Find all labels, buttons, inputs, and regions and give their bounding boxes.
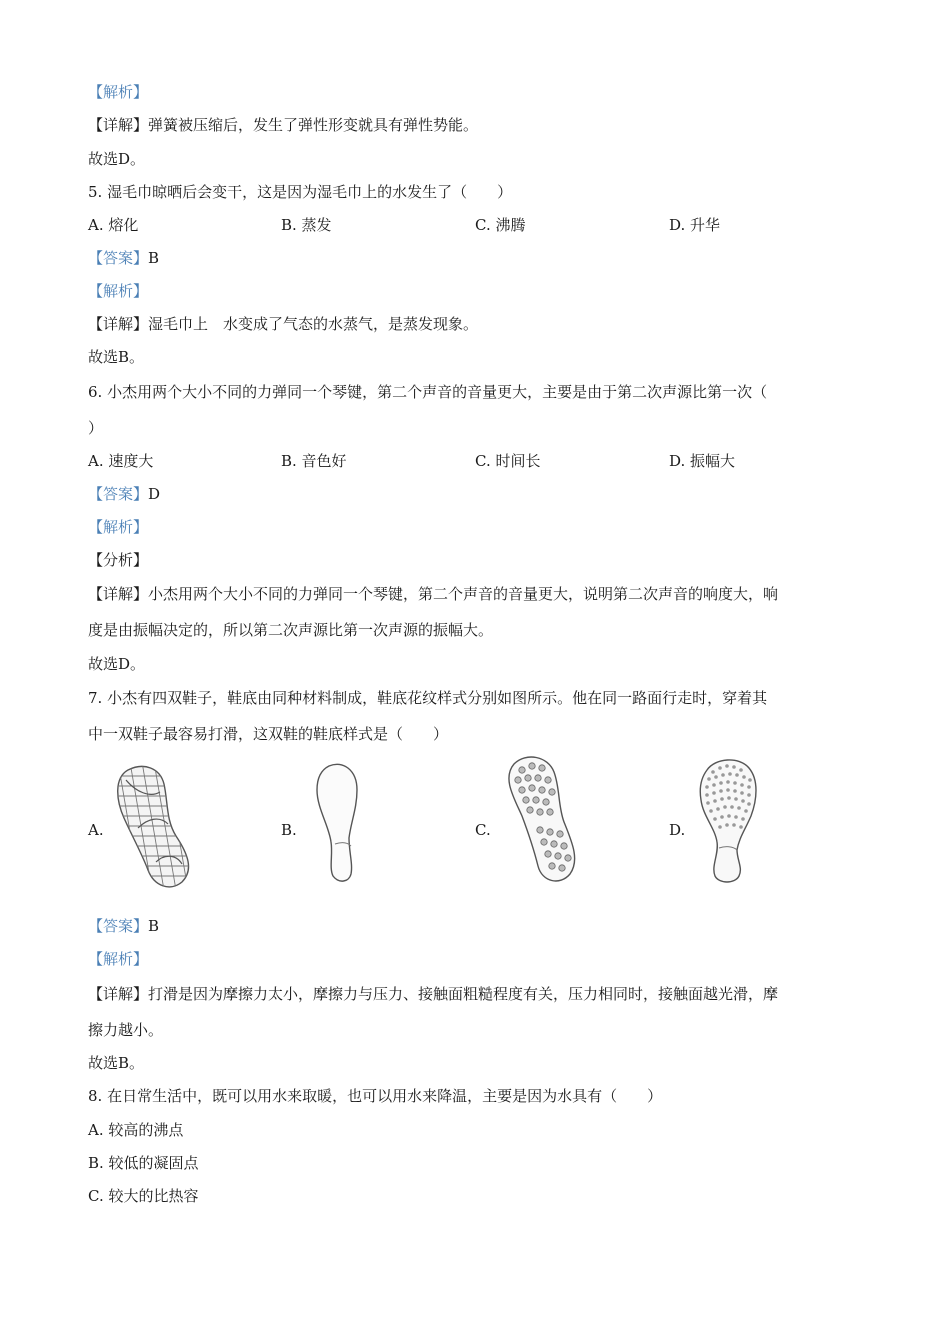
q7-answer: [88, 916, 159, 936]
q7-option-c-label: C.: [475, 821, 491, 839]
q8-option-b: B. 较低的凝固点: [88, 1154, 199, 1172]
q7-option-b-label: B.: [281, 821, 297, 839]
q6-stem-line2: ）: [88, 419, 104, 437]
q6-option-c: C. 时间长: [475, 452, 541, 470]
q7-detail-line2: 擦力越小。: [88, 1021, 164, 1039]
q6-detail-tag: 【详解】: [88, 585, 149, 603]
q8-option-a: A. 较高的沸点: [88, 1121, 184, 1139]
q5-detail-tag: 【详解】: [88, 315, 149, 333]
q4-detail-tag: 【详解】: [88, 116, 149, 134]
q7-answer-value: B: [148, 917, 160, 935]
shoe-sole-small-dots-icon: [695, 756, 785, 886]
q7-analysis-tag: 【解析】: [88, 950, 149, 968]
q6-detail-text-1: 小杰用两个大小不同的力弹同一个琴键，第二个声音的音量更大，说明第二次声音的响度大，响: [148, 585, 779, 603]
q5-answer: [88, 248, 159, 268]
q6-analysis-tag: 【解析】: [88, 518, 149, 536]
shoe-sole-large-dots-icon: [500, 752, 590, 886]
q7-stem-line2: 中一双鞋子最容易打滑，这双鞋的鞋底样式是（ ）: [88, 725, 449, 743]
q6-detail-line1: [88, 584, 778, 604]
q6-answer-tag: 【答案】: [88, 485, 149, 503]
q6-stem-line1: 6. 小杰用两个大小不同的力弹同一个琴键，第二个声音的音量更大，主要是由于第二次声源比第一次（: [88, 383, 768, 401]
q4-detail: [88, 115, 478, 135]
q7-answer-tag: 【答案】: [88, 917, 149, 935]
shoe-sole-grid-pattern-icon: [110, 762, 200, 890]
q6-conclusion: 故选D。: [88, 655, 146, 673]
q5-answer-value: B: [148, 249, 160, 267]
q4-analysis-tag: 【解析】: [88, 83, 149, 101]
q5-option-b: B. 蒸发: [281, 216, 332, 234]
q4-detail-text: 弹簧被压缩后，发生了弹性形变就具有弹性势能。: [148, 116, 479, 134]
q6-analysis2-tag: 【分析】: [88, 551, 149, 569]
q5-stem: 5. 湿毛巾晾晒后会变干，这是因为湿毛巾上的水发生了（ ）: [88, 183, 513, 201]
q6-option-a: A. 速度大: [88, 452, 154, 470]
shoe-sole-smooth-icon: [305, 760, 385, 884]
q5-option-c: C. 沸腾: [475, 216, 526, 234]
q6-detail-line2: 度是由振幅决定的，所以第二次声源比第一次声源的振幅大。: [88, 621, 494, 639]
q8-option-c: C. 较大的比热容: [88, 1187, 199, 1205]
q7-stem-line1: 7. 小杰有四双鞋子，鞋底由同种材料制成，鞋底花纹样式分别如图所示。他在同一路面行走时，穿着其: [88, 689, 768, 707]
q5-detail-text: 湿毛巾上 水变成了气态的水蒸气，是蒸发现象。: [148, 315, 479, 333]
q5-analysis-tag: 【解析】: [88, 282, 149, 300]
q6-answer: [88, 484, 160, 504]
q7-detail-tag: 【详解】: [88, 985, 149, 1003]
q7-option-a-label: A.: [88, 821, 104, 839]
q6-answer-value: D: [148, 485, 161, 503]
q5-conclusion: 故选B。: [88, 348, 145, 366]
q7-conclusion: 故选B。: [88, 1054, 145, 1072]
q5-answer-tag: 【答案】: [88, 249, 149, 267]
q7-detail-text-1: 打滑是因为摩擦力太小，摩擦力与压力、接触面粗糙程度有关，压力相同时，接触面越光滑，摩: [148, 985, 779, 1003]
q5-option-d: D. 升华: [669, 216, 721, 234]
q4-conclusion: 故选D。: [88, 150, 146, 168]
q6-option-b: B. 音色好: [281, 452, 347, 470]
q8-stem: 8. 在日常生活中，既可以用水来取暖，也可以用水来降温，主要是因为水具有（ ）: [88, 1087, 663, 1105]
q5-option-a: A. 熔化: [88, 216, 139, 234]
q6-option-d: D. 振幅大: [669, 452, 736, 470]
q7-detail-line1: [88, 984, 778, 1004]
q7-option-d-label: D.: [669, 821, 686, 839]
q5-detail: [88, 314, 478, 334]
